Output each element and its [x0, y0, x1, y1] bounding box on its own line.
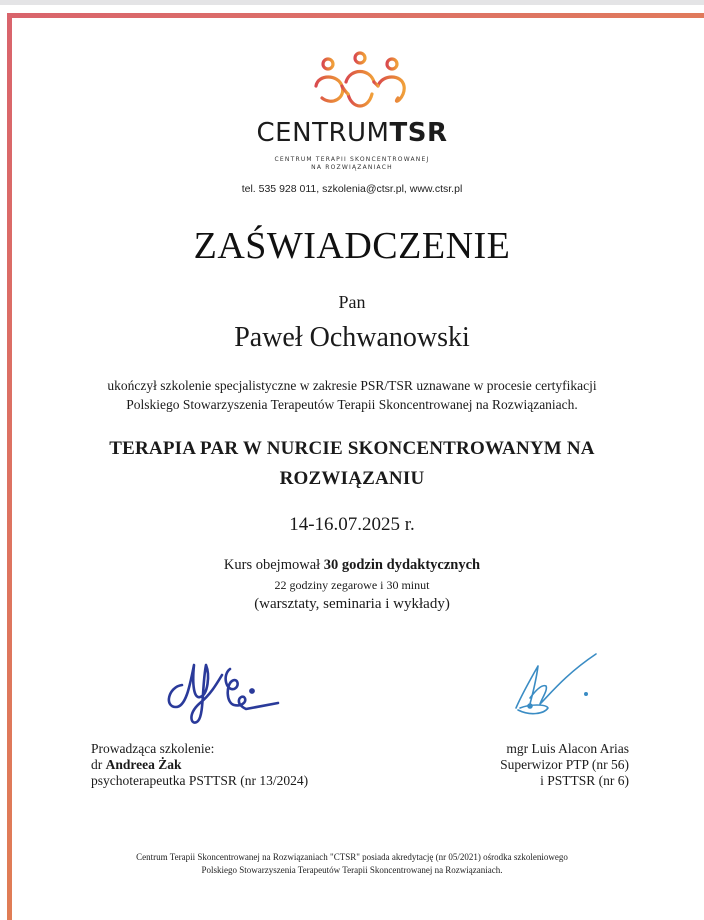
contact-info: tel. 535 928 011, szkolenia@ctsr.pl, www.ctsr.pl — [241, 183, 463, 195]
course-dates: 14-16.07.2025 r. — [289, 514, 415, 535]
description-line1: ukończył szkolenie specjalistyczne w zakresie PSR/TSR uznawane w procesie certyfikacji — [107, 378, 597, 393]
course-title — [0, 434, 704, 494]
certificate-title: ZAŚWIADCZENIE — [193, 225, 511, 267]
brand-name — [0, 118, 704, 148]
recipient-name: Paweł Ochwanowski — [234, 322, 470, 353]
signer-left-title: dr — [91, 757, 106, 772]
footer-line1: Centrum Terapii Skoncentrowanej na Rozwiązaniach "CTSR" posiada akredytację (nr 05/2021) ośrodka szkoleniowego — [136, 852, 568, 862]
three-people-linked-icon — [308, 50, 412, 112]
signature-right-icon — [510, 650, 605, 720]
hours-prefix: Kurs obejmował — [223, 557, 324, 573]
course-hours — [0, 557, 704, 574]
accreditation-footer — [0, 851, 704, 877]
brand-subtitle-line2: NA ROZWIĄZANIACH — [311, 164, 393, 171]
signer-right-credential2: i PSTTSR (nr 6) — [540, 773, 629, 788]
top-strip — [0, 0, 704, 5]
signer-left-name: Andreea Żak — [105, 757, 182, 772]
course-title-line2: ROZWIĄZANIU — [279, 468, 425, 489]
certificate-description — [0, 376, 704, 414]
signer-left-name-line — [91, 757, 308, 773]
course-title-line1: TERAPIA PAR W NURCIE SKONCENTROWANYM NA — [109, 438, 595, 459]
signer-right — [500, 741, 629, 789]
signer-left — [91, 741, 308, 789]
signer-right-credential1: Superwizor PTP (nr 56) — [500, 757, 629, 772]
brand-light: CENTRUM — [256, 118, 390, 148]
brand-subtitle — [0, 156, 704, 172]
course-hours-detail: 22 godziny zegarowe i 30 minut — [274, 578, 430, 592]
salutation: Pan — [338, 292, 366, 312]
signer-left-credential: psychoterapeutka PSTTSR (nr 13/2024) — [91, 773, 309, 788]
signature-left-icon — [160, 655, 285, 730]
signer-left-role: Prowadząca szkolenie: — [91, 741, 215, 756]
footer-line2: Polskiego Stowarzyszenia Terapeutów Terapii Skoncentrowanej na Rozwiązaniach. — [201, 865, 503, 875]
hours-bold: 30 godzin dydaktycznych — [323, 557, 481, 573]
course-scope: (warsztaty, seminaria i wykłady) — [254, 596, 450, 612]
brand-subtitle-line1: CENTRUM TERAPII SKONCENTROWANEJ — [274, 156, 430, 163]
brand-bold: TSR — [389, 118, 448, 148]
description-line2: Polskiego Stowarzyszenia Terapeutów Terapii Skoncentrowanej na Rozwiązaniach. — [126, 397, 578, 412]
certificate-border-top — [7, 13, 704, 18]
signer-right-name: mgr Luis Alacon Arias — [506, 741, 629, 756]
